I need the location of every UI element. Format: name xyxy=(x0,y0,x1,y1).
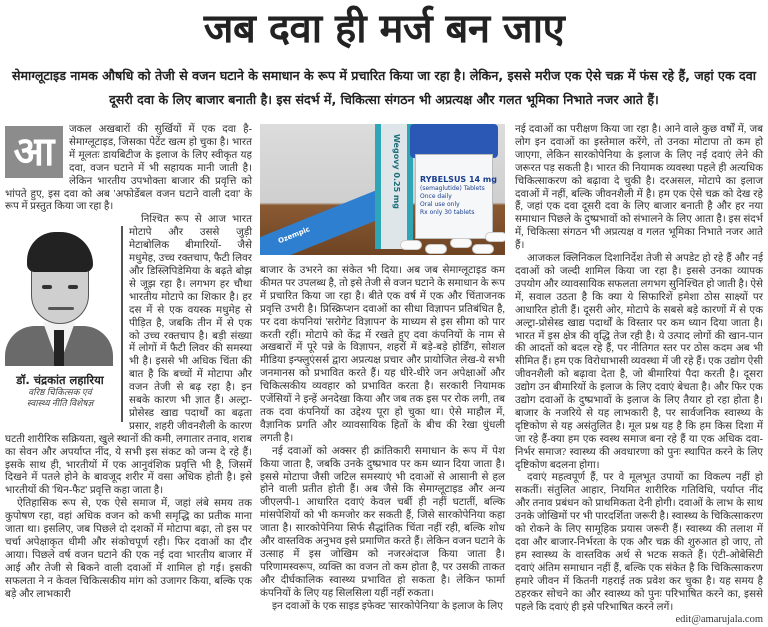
bottle-cap xyxy=(410,124,498,158)
column-2 xyxy=(260,124,505,613)
author-role: स्वास्थ्य नीति विशेषज्ञ xyxy=(26,398,94,409)
paragraph: ऐतिहासिक रूप से, एक ऐसे समाज में, जहां लंबे समय तक कुपोषण रहा, वहां अधिक वजन को कभी समृद्धि का प्रतीक माना जाता था। इसलिए, जब पिछले दो दशकों में मोटापा बढ़ा, तो इस पर चर्चा अपेक्षाकृत धीमी और संकोचपूर्ण रही। फिर दवाओं का दौर आया। पिछले वर्ष वजन घटाने की एक नई दवा भारतीय बाजार में आई और तेजी से बिकने वाली दवाओं में शामिल हो गई। इसकी सफलता ने न केवल चिकित्सकीय मांग को उजागर किया, बल्कि एक बड़े और लाभकारी xyxy=(5,498,252,600)
paragraph: नई दवाओं को अक्सर ही क्रांतिकारी समाधान के रूप में पेश किया जाता है, जबकि उनके दुष्प्रभाव पर कम ध्यान दिया जाता है। इससे मोटापा जैसी जटिल समस्याएं भी दवाओं से आसानी से हल होने वाली प्रतीत होती हैं। अब जैसे कि सेमाग्लूटाइड और अन्य जीएलपी-1 आधारित दवाएं केवल चर्बी ही नहीं घटातीं, बल्कि मांसपेशियों को भी कमजोर कर सकती हैं, जिसे सारकोपेनिया कहा जाता है। सारकोपेनिया सिर्फ सैद्धांतिक चिंता नहीं रही, बल्कि शोध और वास्तविक अनुभव इसे प्रमाणित करते हैं। लेकिन वजन घटाने के उत्साह में इस जोखिम को नजरअंदाज किया जाता है। परिणामस्वरूप, व्यक्ति का वजन तो कम होता है, पर उसकी ताकत और दीर्घकालिक स्वास्थ्य प्रभावित हो सकता है। लेकिन फार्मा कंपनियों के लिए यह सिलसिला यहीं नहीं रुकता। xyxy=(260,445,505,599)
paragraph: दवाएं महत्वपूर्ण हैं, पर वे मूलभूत उपायों का विकल्प नहीं हो सकतीं। संतुलित आहार, नियमित शारीरिक गतिविधि, पर्याप्त नींद और तनाव प्रबंधन को प्राथमिकता देनी होगी। दवाओं के लाभ के साथ उनके जोखिमों पर भी पारदर्शिता जरूरी है। स्वास्थ्य के चिकित्साकरण को रोकने के लिए सामूहिक प्रयास जरूरी हैं। स्वास्थ्य की तलाश में दवा और बाजार-निर्भरता के एक और चक्र की शुरुआत हो जाए, तो हम स्वास्थ्य के वास्तविक अर्थ से भटक सकते हैं। एंटी-ओबेसिटी दवाएं अंतिम समाधान नहीं हैं, बल्कि एक संकेत है कि चिकित्साकरण हमारे जीवन में कितनी गहराई तक प्रवेश कर चुका है। यह समय है ठहरकर सोचने का और स्वास्थ्य को पुनः परिभाषित करने का, इससे पहले कि दवाएं ही इसे परिभाषित करने लगें। xyxy=(515,472,763,613)
wegovy-pen: Wegovy 0.25 mg xyxy=(375,124,413,249)
headline: जब दवा ही मर्ज बन जाए xyxy=(203,6,565,52)
paragraph: आजकल क्लिनिकल दिशानिर्देश तेजी से अपडेट हो रहे हैं और नई दवाओं को जल्दी शामिल किया जा रहा है। इससे उनका व्यापक उपयोग और व्यावसायिक सफलता लगभग सुनिश्चित हो जाती है। ऐसे में, सवाल उठता है कि क्या ये सिफारिशें हमेशा ठोस साक्ष्यों पर आधारित होती हैं। दूसरी ओर, मोटापे के सबसे बड़े कारणों में से एक अल्ट्रा-प्रोसेस्ड खाद्य पदार्थों के विस्तार पर कम ध्यान दिया जाता है। भारत में इस क्षेत्र की वृद्धि तेज रही है। ये उत्पाद लोगों की खान-पान की आदतों को बदल रहे हैं, पर नीतिगत स्तर पर ठोस कदम अब भी सीमित हैं। हम एक विरोधाभासी व्यवस्था में जी रहे हैं। एक उद्योग ऐसी जीवनशैली को बढ़ावा देता है, जो बीमारियां पैदा करती है। दूसरा उद्योग उन बीमारियों के इलाज के लिए दवाएं बेचता है। और फिर एक उद्योग दवाओं के दुष्प्रभावों के इलाज के लिए तैयार हो रहा होता है। बाजार के नजरिये से यह लाभकारी है, पर सार्वजनिक स्वास्थ्य के दृष्टिकोण से यह असंतुलित है। मूल प्रश्न यह है कि हम किस दिशा में जा रहे हैं-क्या हम एक स्वस्थ समाज बना रहे हैं या एक अधिक दवा-निर्भर समाज? स्वास्थ्य की अवधारणा को पुनः स्थापित करने के लिए दृष्टिकोण बदलना होगा। xyxy=(515,253,763,471)
email-link[interactable]: edit@amarujala.com xyxy=(675,614,763,626)
column-3 xyxy=(515,124,763,627)
article-photo xyxy=(260,124,505,255)
paragraph: बाजार के उभरने का संकेत भी दिया। अब जब सेमाग्लूटाइड कम कीमत पर उपलब्ध है, तो इसे तेजी से वजन घटाने के समाधान के रूप में प्रचारित किया जा रहा है। बीते एक वर्ष में एक और चिंताजनक प्रवृत्ति उभरी है। प्रिस्क्रिप्शन दवाओं का सीधा विज्ञापन प्रतिबंधित है, पर दवा कंपनियां 'सरोगेट विज्ञापन' के माध्यम से इस सीमा को पार करती रहीं। मोटापे को केंद्र में रखते हुए दवा कंपनियों के नाम से अखबारों में पूरे पन्ने के विज्ञापन, शहरों में बड़े-बड़े होर्डिंग, सोशल मीडिया इन्फ्लुएंसर्स द्वारा अप्रत्यक्ष प्रचार और प्रायोजित लेख-ये सभी जनमानस को प्रभावित करते हैं। यह धीरे-धीरे जन अपेक्षाओं और चिकित्सकीय व्यवहार को प्रभावित करता है। सरकारी नियामक एजेंसियों ने इन्हें अनदेखा किया और जब तक इस पर रोक लगी, तब तक दवा कंपनियों का उद्देश्य पूरा हो चुका था। ऐसे माहौल में, वैज्ञानिक प्रगति और व्यावसायिक हितों के बीच की रेखा धुंधली लगती है। xyxy=(260,265,505,444)
paragraph: निश्चित रूप से आज भारत मोटापे और उससे जुड़ी मेटाबोलिक बीमारियों- जैसे मधुमेह, उच्च रक्तचाप, फैटी लिवर और डिस्लिपिडेमिया के बढ़ते बोझ से जूझ रहा है। लगभग हर चौथा भारतीय मोटापे का शिकार है। हर दस में से एक वयस्क मधुमेह से पीड़ित है, जबकि तीन में से एक को उच्च रक्तचाप है। बड़ी संख्या में लोगों में फैटी लिवर की समस्या भी है। इससे भी अधिक चिंता की बात है कि बच्चों में मोटापा और वजन तेजी से बढ़ रहा है। इन सबके कारण भी ज्ञात हैं। अल्ट्रा-प्रोसेस्ड खाद्य पदार्थों का बढ़ता प्रसार, शहरी जीवनशैली के कारण घटती शारीरिक सक्रियता, खुले स्थानों की कमी, लगातार तनाव, शराब का सेवन और अपर्याप्त नींद, ये सभी इस संकट को जन्म दे रहे हैं। इसके साथ ही, भारतीयों में एक आनुवंशिक प्रवृत्ति भी है, जिसमें दिखने में पतले होने के बावजूद शरीर में वसा अधिक होती है। इसे भारतीयों की 'थिन-फैट' प्रवृत्ति कहा जाता है। xyxy=(5,214,252,497)
author-name: डॉ. चंद्रकांत लहारिया xyxy=(16,373,104,388)
column-1 xyxy=(5,124,252,602)
bottle-label: RYBELSUS 14 mg (semaglutide) Tablets Once daily Oral use only Rx only 30 tablets xyxy=(420,175,497,216)
ozempic-pen: Ozempic xyxy=(260,185,400,255)
author-portrait xyxy=(5,226,113,366)
deck-line: दूसरी दवा के लिए बाजार बनाती है। इस संदर्भ में, चिकित्सा संगठन भी अप्रत्यक्ष और गलत भूमिका निभाते नजर आते हैं। xyxy=(109,92,659,107)
drop-cap: आ xyxy=(5,126,63,178)
paragraph: नई दवाओं का परीक्षण किया जा रहा है। आने वाले कुछ वर्षों में, जब लोग इन दवाओं का इस्तेमाल करेंगे, तो उनका मोटापा तो कम हो जाएगा, लेकिन सारकोपेनिया के इलाज के लिए नई दवाएं लेने की जरूरत पड़ सकती है। भारत की नियामक व्यवस्था पहले ही अत्यधिक चिकित्साकरण को बढ़ावा दे चुकी है। दरअसल, मोटापे का इलाज दवाओं में नहीं, बल्कि जीवनशैली में है। हम एक ऐसे चक्र को देख रहे हैं, जहां एक दवा दूसरी दवा के लिए बाजार बनाती है और हर नया समाधान पिछले के दुष्प्रभावों को संभालने के लिए आता है। इस संदर्भ में, चिकित्सा संगठन भी अप्रत्यक्ष व गलत भूमिका निभाते नजर आते हैं। xyxy=(515,124,763,252)
deck xyxy=(6,64,762,112)
author-role: वरिष्ठ चिकित्सक एवं xyxy=(28,387,92,398)
paragraph: इन दवाओं के एक साइड इफेक्ट 'सारकोपेनिया' के इलाज के लिए xyxy=(272,600,503,612)
paragraph: जकल अखबारों की सुर्खियों में एक दवा है- सेमाग्लूटाइड, जिसका पेटेंट खत्म हो चुका है। भारत में मूलतः डायबिटीज के इलाज के लिए स्वीकृत यह दवा, वजन घटाने में भी सहायक मानी जाती है। लेकिन भारतीय उपभोक्ता बाजार की प्रवृत्ति को भांपते हुए, इस दवा को अब 'अफोर्डेबल वजन घटाने वाली दवा' के रूप में प्रस्तुत किया जा रहा है। xyxy=(5,124,252,213)
author-box xyxy=(5,226,123,422)
deck-line: सेमाग्लूटाइड नामक औषधि को तेजी से वजन घटाने के समाधान के रूप में प्रचारित किया जा रहा है। लेकिन, इससे मरीज एक ऐसे चक्र में फंस रहे हैं, जहां एक दवा xyxy=(12,68,756,83)
